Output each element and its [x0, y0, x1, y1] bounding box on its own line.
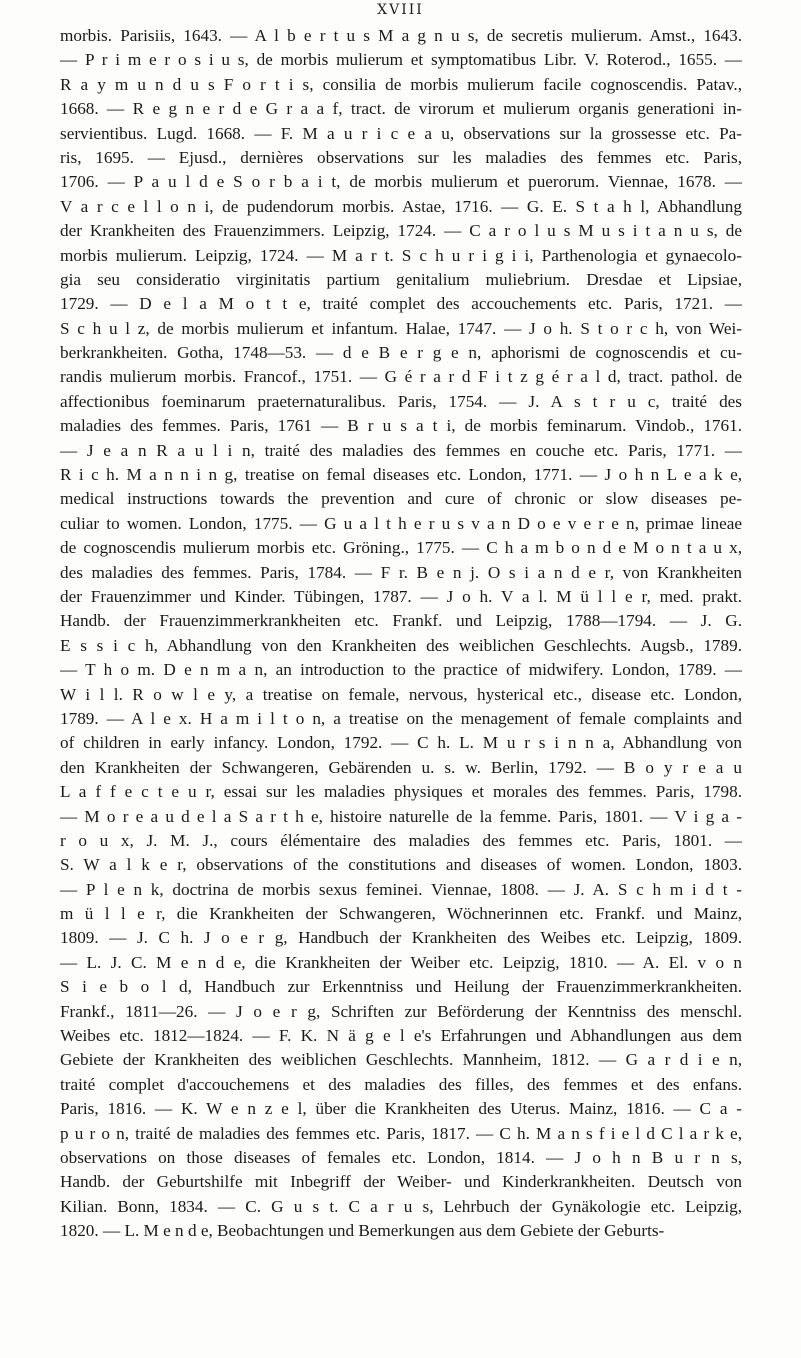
text-line: 1706. — P a u l d e S o r b a i t, de morbis mulierum et puerorum. Viennae, 1678. — [60, 172, 742, 192]
text-line: ris, 1695. — Ejusd., dernières observations sur les maladies des femmes etc. Paris, [60, 147, 742, 167]
text-line: V a r c e l l o n i, de pudendorum morbis. Astae, 1716. — G. E. S t a h l, Abhandlung [60, 196, 742, 216]
text-line: der Frauenzimmer und Kinder. Tübingen, 1787. — J o h. V a l. M ü l l e r, med. prakt. [60, 586, 742, 606]
text-line: S. W a l k e r, observations of the constitutions and diseases of women. London, 1803. [60, 855, 742, 875]
text-line: affectionibus foeminarum praeternaturalibus. Paris, 1754. — J. A s t r u c, traité des [60, 391, 742, 411]
text-line: of children in early infancy. London, 1792. — C h. L. M u r s i n n a, Abhandlung von [60, 733, 742, 753]
text-line: Weibes etc. 1812—1824. — F. K. N ä g e l e's Erfahrungen und Abhandlungen aus dem [60, 1026, 742, 1046]
text-line: S c h u l z, de morbis mulierum et infantum. Halae, 1747. — J o h. S t o r c h, von Wei- [60, 318, 742, 338]
text-line: observations on those diseases of females etc. London, 1814. — J o h n B u r n s, [60, 1147, 742, 1167]
text-line: berkrankheiten. Gotha, 1748—53. — d e B e r g e n, aphorismi de cognoscendis et cu- [60, 343, 742, 363]
text-line: gia seu consideratio virginitatis partium genitalium muliebrium. Dresdae et Lipsiae, [60, 269, 742, 289]
text-line: W i l l. R o w l e y, a treatise on female, nervous, hysterical etc., disease etc. London, [60, 684, 742, 704]
text-line: den Krankheiten der Schwangeren, Gebärenden u. s. w. Berlin, 1792. — B o y r e a u [60, 757, 742, 777]
text-line: de cognoscendis mulierum morbis etc. Gröning., 1775. — C h a m b o n d e M o n t a u x, [60, 538, 742, 558]
text-line: servientibus. Lugd. 1668. — F. M a u r i c e a u, observations sur la grossesse etc. Pa- [60, 123, 742, 143]
text-line: R i c h. M a n n i n g, treatise on femal diseases etc. London, 1771. — J o h n L e a k e, [60, 465, 742, 485]
text-line: Paris, 1816. — K. W e n z e l, über die Krankheiten des Uterus. Mainz, 1816. — C a - [60, 1099, 742, 1119]
bibliography-text [60, 24, 742, 1244]
page-number: XVIII [377, 2, 424, 18]
text-line: S i e b o l d, Handbuch zur Erkenntniss und Heilung der Frauenzimmerkrankheiten. [60, 977, 742, 997]
text-line: — T h o m. D e n m a n, an introduction to the practice of midwifery. London, 1789. — [60, 660, 742, 680]
text-line: E s s i c h, Abhandlung von den Krankheiten des weiblichen Geschlechts. Augsb., 1789. [60, 635, 742, 655]
text-line: 1789. — A l e x. H a m i l t o n, a treatise on the menagement of female complaints and [60, 708, 742, 728]
text-line: 1809. — J. C h. J o e r g, Handbuch der Krankheiten des Weibes etc. Leipzig, 1809. [60, 928, 742, 948]
text-line: R a y m u n d u s F o r t i s, consilia de morbis mulierum facile cognoscendis. Patav., [60, 74, 742, 94]
text-line: maladies des femmes. Paris, 1761 — B r u s a t i, de morbis feminarum. Vindob., 1761. [60, 416, 742, 436]
text-line: 1729. — D e l a M o t t e, traité complet des accouchements etc. Paris, 1721. — [60, 294, 742, 314]
text-line: m ü l l e r, die Krankheiten der Schwangeren, Wöchnerinnen etc. Frankf. und Mainz, [60, 904, 742, 924]
text-line: 1820. — L. M e n d e, Beobachtungen und Bemerkungen aus dem Gebiete der Geburts- [60, 1221, 665, 1241]
text-line: der Krankheiten des Frauenzimmers. Leipzig, 1724. — C a r o l u s M u s i t a n u s, de [60, 221, 742, 241]
text-line: — P l e n k, doctrina de morbis sexus feminei. Viennae, 1808. — J. A. S c h m i d t - [60, 879, 742, 899]
text-line: — M o r e a u d e l a S a r t h e, histoire naturelle de la femme. Paris, 1801. — V i g a - [60, 806, 742, 826]
text-line: — L. J. C. M e n d e, die Krankheiten der Weiber etc. Leipzig, 1810. — A. El. v o n [60, 952, 742, 972]
text-line: Gebiete der Krankheiten des weiblichen Geschlechts. Mannheim, 1812. — G a r d i e n, [60, 1050, 742, 1070]
text-line: 1668. — R e g n e r d e G r a a f, tract. de virorum et mulierum organis generationi in- [60, 99, 742, 119]
text-line: Kilian. Bonn, 1834. — C. G u s t. C a r u s, Lehrbuch der Gynäkologie etc. Leipzig, [60, 1196, 742, 1216]
text-line: — J e a n R a u l i n, traité des maladies des femmes en couche etc. Paris, 1771. — [60, 440, 742, 460]
text-line: traité complet d'accouchemens et des maladies des filles, des femmes et des enfans. [60, 1074, 742, 1094]
text-line: morbis mulierum. Leipzig, 1724. — M a r t. S c h u r i g i i, Parthenologia et gynaecolo- [60, 245, 742, 265]
text-line: medical instructions towards the prevention and cure of chronic or slow diseases pe- [60, 489, 742, 509]
text-line: — P r i m e r o s i u s, de morbis mulierum et symptomatibus Libr. V. Roterod., 1655. — [60, 50, 742, 70]
text-line: L a f f e c t e u r, essai sur les maladies physiques et morales des femmes. Paris, 1798. [60, 782, 742, 802]
text-line: r o u x, J. M. J., cours élémentaire des maladies des femmes etc. Paris, 1801. — [60, 830, 742, 850]
text-line: culiar to women. London, 1775. — G u a l t h e r u s v a n D o e v e r e n, primae lineae [60, 513, 742, 533]
text-line: Frankf., 1811—26. — J o e r g, Schriften zur Beförderung der Kenntniss des menschl. [60, 1001, 742, 1021]
text-line: Handb. der Frauenzimmerkrankheiten etc. Frankf. und Leipzig, 1788—1794. — J. G. [60, 611, 742, 631]
text-line: p u r o n, traité de maladies des femmes etc. Paris, 1817. — C h. M a n s f i e l d C l a r k e, [60, 1123, 742, 1143]
text-line: randis mulierum morbis. Francof., 1751. — G é r a r d F i t z g é r a l d, tract. pathol. de [60, 367, 742, 387]
text-line: Handb. der Geburtshilfe mit Inbegriff der Weiber- und Kinderkrankheiten. Deutsch von [60, 1172, 742, 1192]
text-line: des maladies des femmes. Paris, 1784. — F r. B e n j. O s i a n d e r, von Krankheiten [60, 562, 742, 582]
text-line: morbis. Parisiis, 1643. — A l b e r t u s M a g n u s, de secretis mulierum. Amst., 1643. [60, 26, 742, 45]
